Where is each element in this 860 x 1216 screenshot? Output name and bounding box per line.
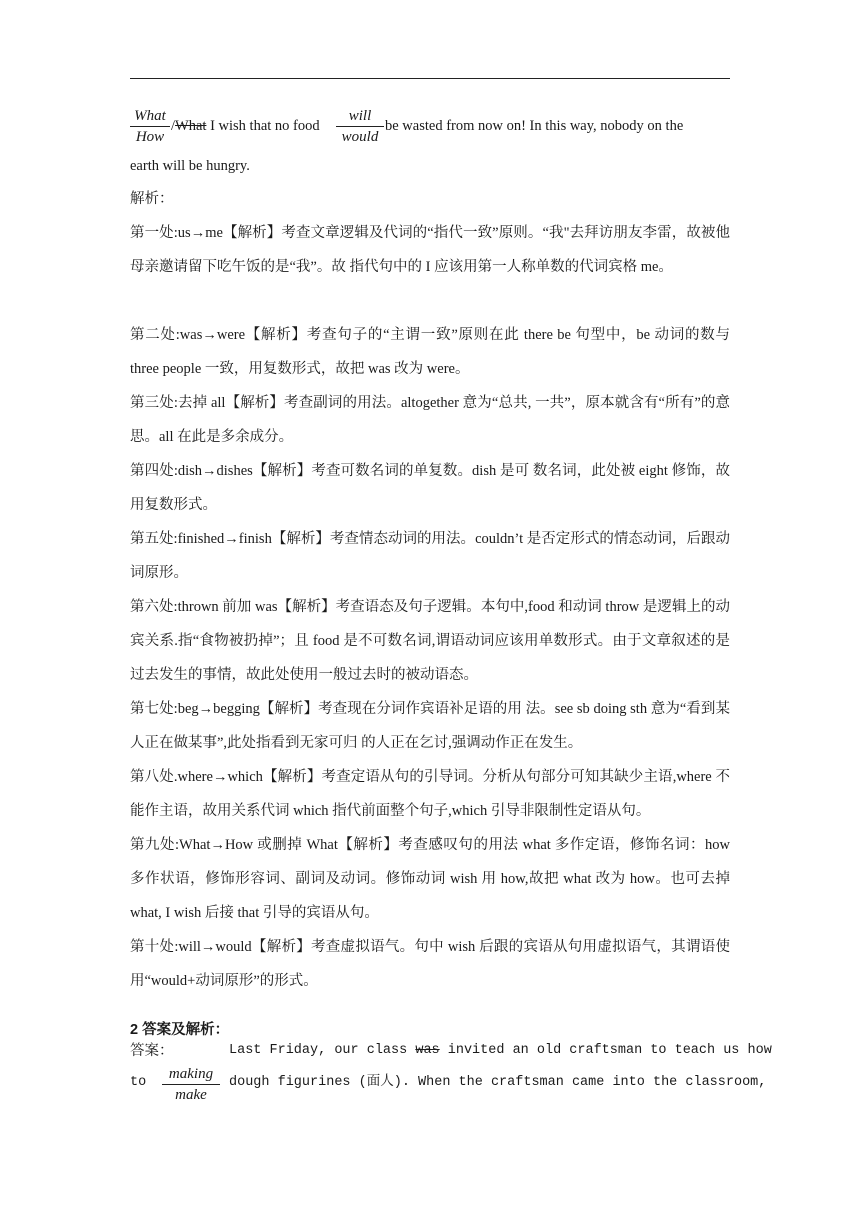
- fraction-bottom: How: [135, 129, 165, 145]
- answer-line-2: [130, 156, 730, 176]
- fraction-top: will: [336, 106, 384, 127]
- section-2-heading: 2 答案及解析：: [130, 1022, 230, 1038]
- header-rule: [130, 78, 730, 79]
- answer-text: be wasted from now on! In this way, nobody on the: [385, 118, 684, 134]
- analysis-label: [130, 189, 730, 209]
- correction-fraction-what-how: [130, 106, 170, 147]
- analysis-item-2: 第二处:was→were【解析】考查句子的“主谓一致”原则在此 there be 句型中，be 动词的数与 three people 一致，用复数形式，故把 was 改为 were。: [130, 327, 730, 377]
- fraction-bottom: would: [341, 129, 379, 145]
- analysis-item-7: 第七处:beg→begging【解析】考查现在分词作宾语补足语的用 法。see sb doing sth 意为“看到某人正在做某事”,此处指看到无家可归 的人正在乞讨,强调动作正在发生。: [130, 701, 730, 751]
- analysis-item-4: 第四处:dish→dishes【解析】考查可数名词的单复数。dish 是可 数名词，此处被 eight 修饰，故用复数形式。: [130, 463, 730, 513]
- fraction-top: What: [130, 106, 170, 127]
- answer-text: invited an old craftsman to teach us how: [439, 1043, 772, 1058]
- section-2-answer-label: [130, 1041, 174, 1061]
- answer-text: Last Friday, our class: [229, 1043, 416, 1058]
- answer-line-1b: [385, 116, 683, 136]
- fraction-top: making: [162, 1064, 220, 1085]
- struck-word: What: [175, 118, 207, 134]
- analysis-item-5: 第五处:finished→finish【解析】考查情态动词的用法。couldn’t 是否定形式的情态动词，后跟动词原形。: [130, 531, 730, 581]
- analysis-item-10: 第十处:will→would【解析】考查虚拟语气。句中 wish 后跟的宾语从句用虚拟语气，其谓语使用“would+动词原形”的形式。: [130, 939, 730, 989]
- answer-label: 答案：: [130, 1043, 174, 1059]
- section-2-line-1: [229, 1041, 772, 1061]
- analysis-item-3: 第三处:去掉 all【解析】考查副词的用法。altogether 意为“总共, 一共”，原本就含有“所有”的意思。all 在此是多余成分。: [130, 395, 730, 445]
- answer-text: dough figurines (面人). When the craftsman came into the classroom,: [229, 1075, 767, 1090]
- answer-text: to: [130, 1075, 147, 1090]
- answer-text: I wish that no food: [206, 118, 320, 134]
- analysis-item-6: 第六处:thrown 前加 was【解析】考查语态及句子逻辑。本句中,food 和动词 throw 是逻辑上的动宾关系.指“食物被扔掉”；且 food 是不可数名词,谓语动词应该用单数形式。由于文章叙述的是过去发生的事情，故此处使用一般过去时的被动语态。: [130, 599, 730, 683]
- correction-fraction-making-make: [162, 1064, 220, 1105]
- struck-word: was: [415, 1043, 440, 1058]
- slash: /: [171, 118, 176, 134]
- analysis-item-9: 第九处:What→How 或删掉 What【解析】考查感叹句的用法 what 多作定语，修饰名词：how 多作状语，修饰形容词、副词及动词。修饰动词 wish 用 how,故把 what 改为 how。也可去掉 what, I wish 后接 that 引导的宾语从句。: [130, 837, 730, 921]
- analysis-item-8: 第八处.where→which【解析】考查定语从句的引导词。分析从句部分可知其缺少主语,where 不能作主语，故用关系代词 which 指代前面整个句子,which 引导非限制性定语从句。: [130, 769, 730, 819]
- correction-fraction-will-would: [336, 106, 384, 147]
- section-2-line-2: [229, 1073, 766, 1093]
- section-2-to: [130, 1073, 146, 1093]
- answer-line-1a: [171, 116, 320, 136]
- answer-text: earth will be hungry.: [130, 158, 250, 174]
- fraction-bottom: make: [175, 1087, 207, 1103]
- analysis-label-text: 解析：: [130, 191, 174, 207]
- analysis-item-1: 第一处:us→me【解析】考查文章逻辑及代词的“指代一致”原则。“我"去拜访朋友李雷，故被他母亲邀请留下吃午饭的是“我”。故 指代句中的 I 应该用第一人称单数的代词宾格 me。: [130, 225, 730, 275]
